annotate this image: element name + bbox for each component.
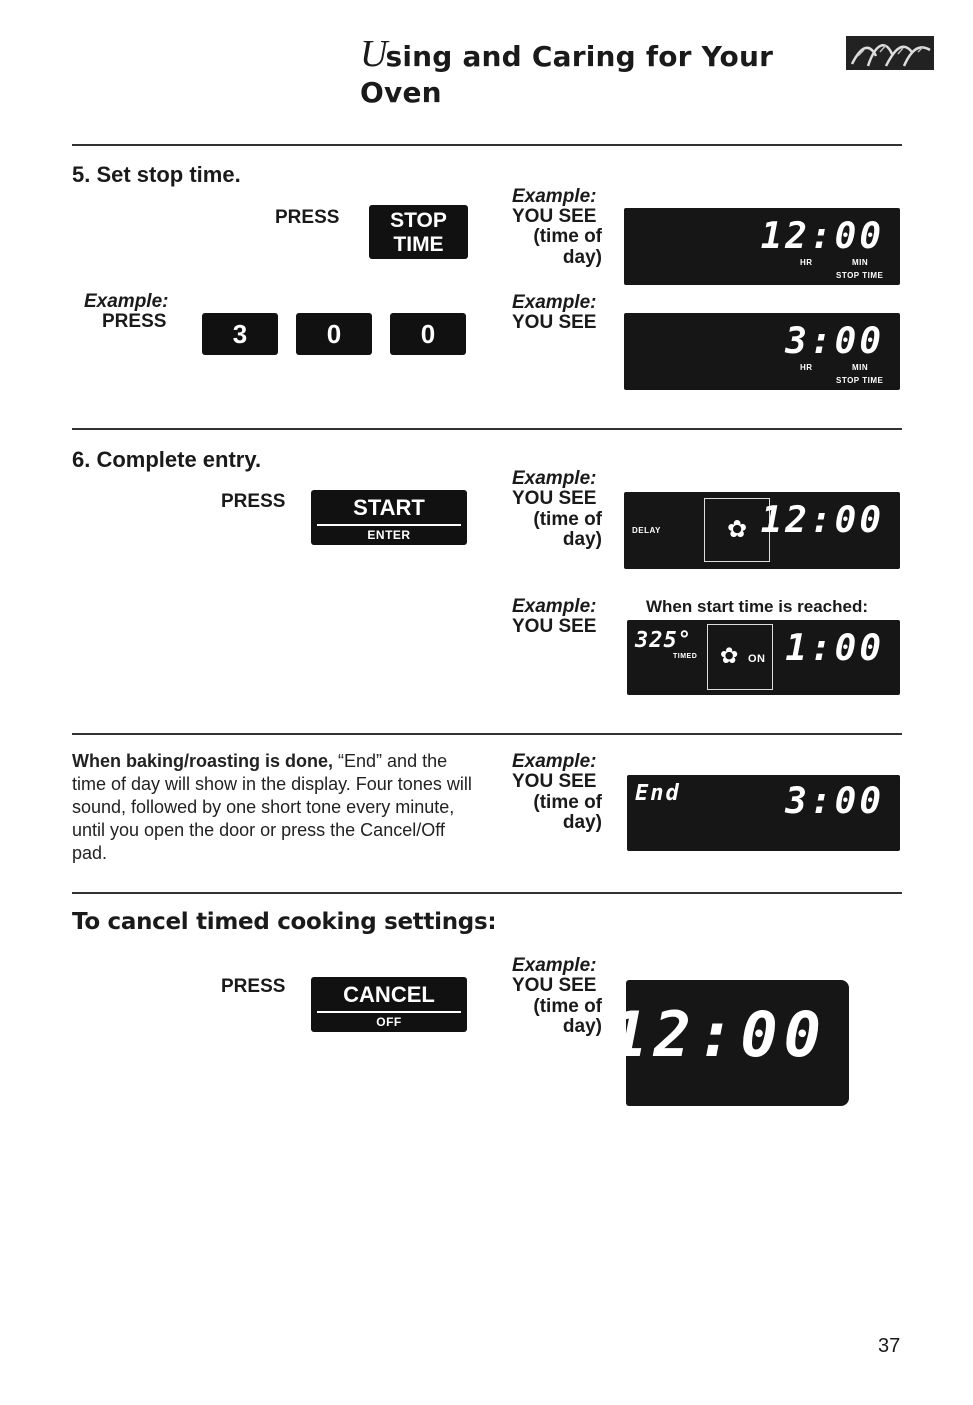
time-of-day-note: (time of (533, 996, 602, 1017)
on-indicator: ON (748, 653, 766, 665)
stop-time-button[interactable] (369, 205, 468, 259)
paragraph-text: “End” and the time of day will show in the display. Four tones will sound, followed by one short tone every minute, until you open the door or press the Cancel/Off pad. (72, 751, 472, 863)
number-key-3[interactable]: 3 (202, 313, 278, 355)
min-indicator: MIN (852, 363, 869, 372)
section-divider (72, 144, 902, 146)
oven-display (610, 980, 849, 1106)
display-digits: 12:00 (760, 216, 884, 257)
you-see-label: YOU SEE (512, 771, 597, 792)
oven-display (627, 775, 900, 851)
convection-fan-icon: ✿ (726, 516, 748, 543)
press-label: PRESS (102, 311, 167, 332)
page-number: 37 (878, 1335, 901, 1357)
press-label: PRESS (221, 976, 286, 997)
end-text: End (635, 781, 681, 806)
you-see-label: YOU SEE (512, 616, 597, 637)
example-label: Example: (512, 596, 597, 617)
press-label: PRESS (275, 207, 340, 228)
title-rest: sing and Caring for Your Oven (360, 40, 774, 109)
start-enter-button[interactable] (311, 490, 467, 545)
you-see-label: YOU SEE (512, 975, 597, 996)
stop-time-line1: STOP (390, 209, 447, 232)
stop-time-line2: TIME (393, 233, 444, 256)
you-see-label: YOU SEE (512, 206, 597, 227)
convection-box (707, 624, 773, 690)
display-digits: 12:00 (760, 500, 884, 541)
stop-time-indicator: STOP TIME (836, 376, 884, 385)
press-label: PRESS (221, 491, 286, 512)
section-divider (72, 733, 902, 735)
oven-display (624, 208, 900, 285)
time-of-day-note: (time of (533, 226, 602, 247)
temperature-digits: 325° (635, 628, 692, 653)
oven-display (624, 492, 900, 569)
example-label: Example: (512, 468, 597, 489)
time-of-day-note: day) (562, 529, 602, 550)
example-label: Example: (84, 291, 169, 312)
stop-time-indicator: STOP TIME (836, 271, 884, 280)
you-see-label: YOU SEE (512, 488, 597, 509)
step5-heading: 5. Set stop time. (72, 162, 241, 187)
step6-heading: 6. Complete entry. (72, 447, 262, 472)
time-of-day-note: day) (562, 1016, 602, 1037)
example-label: Example: (512, 955, 597, 976)
number-key-0[interactable]: 0 (296, 313, 372, 355)
oven-display (624, 313, 900, 390)
display-digits: 12:00 (610, 998, 827, 1071)
display-digits: 3:00 (785, 781, 884, 822)
you-see-label: YOU SEE (512, 312, 597, 333)
delay-indicator: DELAY (632, 526, 661, 535)
min-indicator: MIN (852, 258, 869, 267)
bold-lead: When baking/roasting is done, (72, 751, 334, 771)
enter-label: ENTER (367, 528, 411, 542)
example-label: Example: (512, 186, 597, 207)
display-digits: 3:00 (785, 321, 884, 362)
cancel-label: CANCEL (343, 982, 435, 1007)
decorative-logo-icon (846, 36, 934, 70)
page-title (360, 32, 860, 109)
start-label: START (353, 495, 425, 520)
oven-display (627, 620, 900, 695)
example-label: Example: (512, 751, 597, 772)
title-initial: U (360, 33, 386, 75)
section-divider (72, 428, 902, 430)
display-digits: 1:00 (785, 628, 884, 669)
baking-done-paragraph (72, 750, 472, 865)
cancel-heading: To cancel timed cooking settings: (72, 909, 497, 935)
time-of-day-note: day) (562, 247, 602, 268)
convection-fan-icon: ✿ (720, 643, 739, 668)
timed-indicator: TIMED (673, 653, 698, 660)
cancel-off-button[interactable] (311, 977, 467, 1032)
section-divider (72, 892, 902, 894)
hr-indicator: HR (800, 258, 813, 267)
example-label: Example: (512, 292, 597, 313)
time-of-day-note: (time of (533, 509, 602, 530)
off-label: OFF (376, 1015, 402, 1029)
start-time-caption: When start time is reached: (646, 597, 869, 616)
hr-indicator: HR (800, 363, 813, 372)
time-of-day-note: (time of (533, 792, 602, 813)
number-key-0[interactable]: 0 (390, 313, 466, 355)
time-of-day-note: day) (562, 812, 602, 833)
